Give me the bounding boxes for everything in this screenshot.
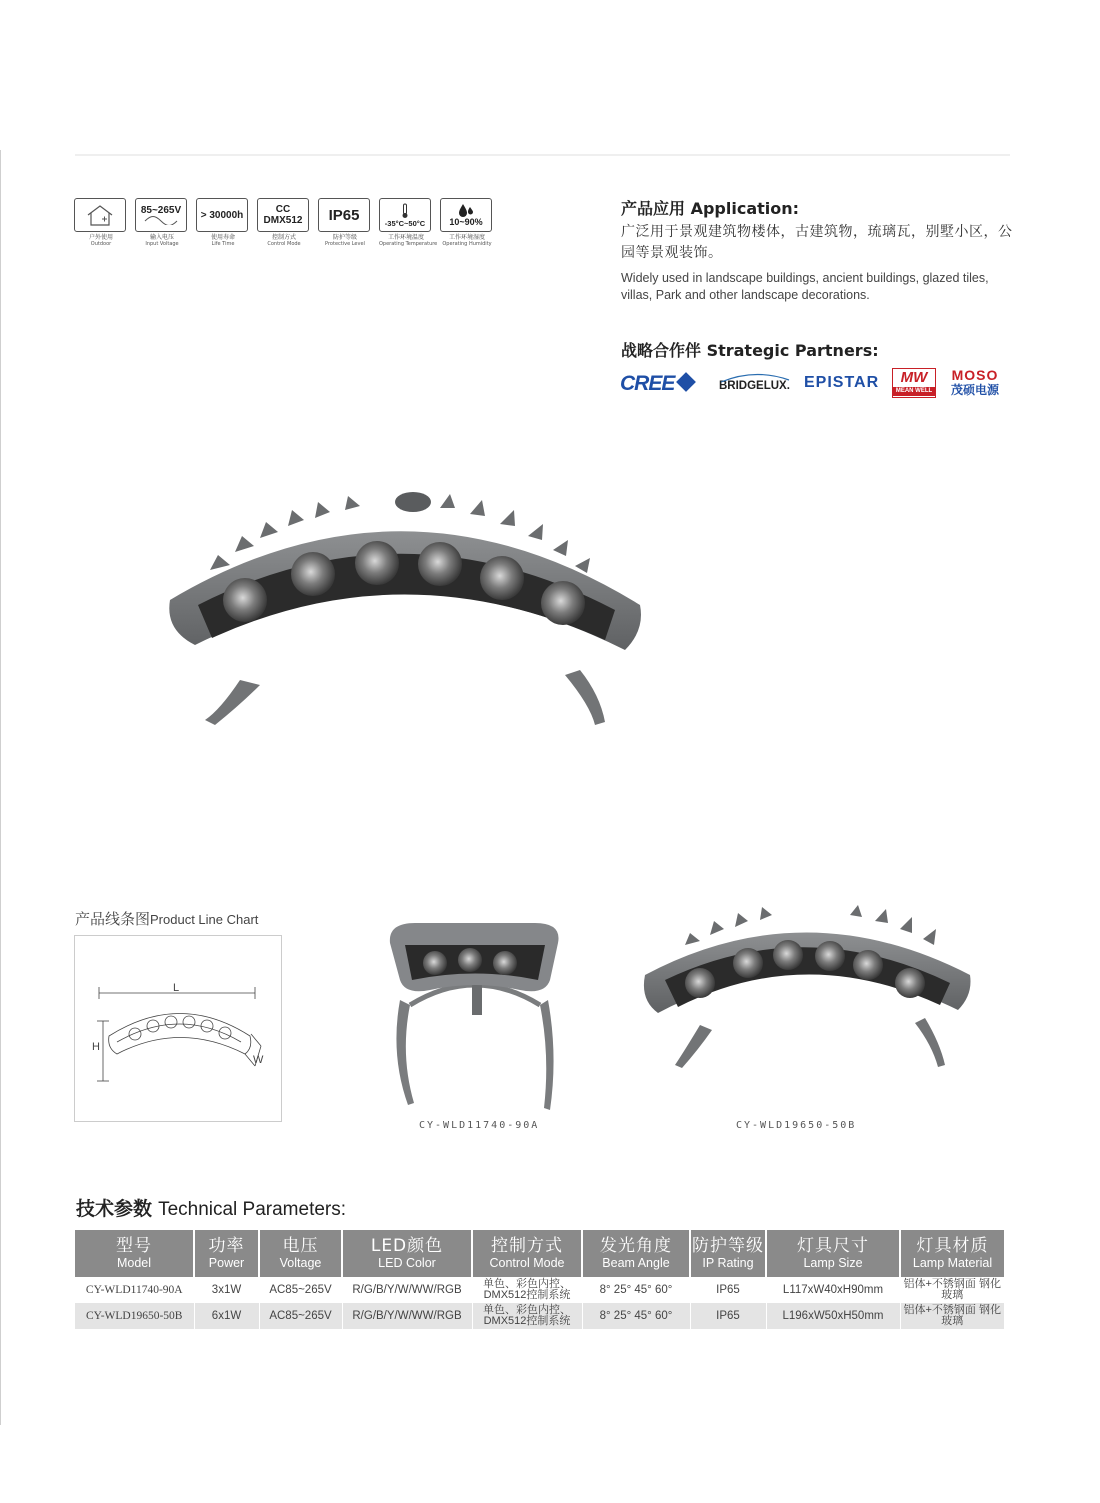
- application-title: 产品应用 Application:: [621, 199, 800, 218]
- cell-lamp-material: 铝体+不锈钢面 钢化玻璃: [900, 1303, 1004, 1329]
- spec-label-en: Control Mode: [267, 241, 301, 247]
- model-caption-2: CY-WLD19650-50B: [736, 1120, 857, 1131]
- spec-voltage-box: [135, 198, 187, 232]
- spec-lifetime-box: [196, 198, 248, 232]
- spec-icons: [74, 198, 494, 247]
- cell-lamp-size: L196xW50xH50mm: [766, 1303, 900, 1329]
- spec-humidity-box: [440, 198, 492, 232]
- spec-label-en: Input Voltage: [145, 241, 179, 247]
- cell-model: CY-WLD11740-90A: [85, 1283, 183, 1296]
- cell-led-color: R/G/B/Y/W/WW/RGB: [342, 1277, 472, 1303]
- cell-beam-angle: 8° 25° 45° 60°: [582, 1303, 690, 1329]
- application-text-cn: 广泛用于景观建筑物楼体，古建筑物，琉璃瓦，别墅小区，公园等景观装饰。: [621, 224, 1013, 261]
- spec-lifetime: [196, 198, 250, 247]
- spec-value: 10~90%: [449, 217, 483, 227]
- spec-label-en: Protective Level: [325, 241, 365, 247]
- col-header: 电压 Voltage: [259, 1230, 342, 1277]
- col-header: 功率 Power: [194, 1230, 259, 1277]
- col-header: 灯具材质 Lamp Material: [900, 1230, 1004, 1277]
- cell-voltage: AC85~265V: [259, 1277, 342, 1303]
- partners-title: 战略合作伴 Strategic Partners:: [621, 341, 879, 360]
- spec-label-cn: 控制方式: [271, 234, 296, 241]
- col-header: 控制方式 Control Mode: [472, 1230, 582, 1277]
- spec-temperature: [379, 198, 438, 247]
- col-header: 型号 Model: [75, 1230, 194, 1277]
- cree-logo: CREE: [620, 372, 693, 396]
- spec-ip-box: [318, 198, 370, 232]
- spec-label-cn: 防护等级: [332, 234, 357, 241]
- spec-label-en: Life Time: [211, 241, 235, 247]
- spec-value: -35°C~50°C: [384, 218, 426, 228]
- dim-label-h: H: [92, 1041, 100, 1053]
- moso-logo: MOSO 茂硕电源: [951, 367, 1000, 397]
- header-divider: [75, 154, 1010, 156]
- cell-beam-angle: 8° 25° 45° 60°: [582, 1277, 690, 1303]
- spec-value: > 30000h: [200, 209, 244, 221]
- spec-control-box: [257, 198, 309, 232]
- dim-label-w: W: [253, 1054, 264, 1066]
- cell-model: CY-WLD19650-50B: [75, 1303, 194, 1329]
- spec-label-en: Operating Temperature: [379, 241, 438, 247]
- meanwell-logo: MW MEAN WELL: [892, 368, 936, 398]
- spec-voltage: [135, 198, 189, 247]
- product-hero-image: [150, 480, 660, 740]
- spec-label-en: Outdoor: [90, 241, 112, 247]
- tp-title-en: Technical Parameters:: [158, 1199, 347, 1220]
- thermometer-icon: [401, 203, 409, 219]
- cell-power: 6x1W: [194, 1303, 259, 1329]
- product-image-6led: [640, 905, 975, 1075]
- model-caption-1: CY-WLD11740-90A: [419, 1120, 540, 1131]
- cell-ip-rating: IP65: [690, 1303, 766, 1329]
- col-header: LED颜色 LED Color: [342, 1230, 472, 1277]
- page-edge-line: [0, 150, 1, 1425]
- spec-outdoor: [74, 198, 128, 247]
- tech-params-table: [75, 1230, 1004, 1329]
- spec-label-cn: 输入电压: [149, 234, 174, 241]
- cell-lamp-size: L117xW40xH90mm: [766, 1277, 900, 1303]
- cell-lamp-material: 铝体+不锈钢面 钢化玻璃: [900, 1277, 1004, 1303]
- tech-params-title: [76, 1194, 346, 1221]
- spec-humidity: [440, 198, 494, 247]
- plc-title-cn: 产品线条图: [75, 910, 151, 928]
- spec-label-cn: 户外使用: [88, 234, 113, 241]
- cell-led-color: R/G/B/Y/W/WW/RGB: [342, 1303, 472, 1329]
- product-image-3led: [380, 905, 570, 1120]
- table-row: [75, 1277, 1004, 1303]
- spec-label-cn: 工作环境湿度: [448, 234, 485, 241]
- col-header: 防护等级 IP Rating: [690, 1230, 766, 1277]
- line-chart-drawing: [74, 935, 282, 1122]
- col-header: 发光角度 Beam Angle: [582, 1230, 690, 1277]
- dim-label-l: L: [173, 982, 180, 994]
- col-header: 灯具尺寸 Lamp Size: [766, 1230, 900, 1277]
- tp-title-cn: 技术参数: [76, 1198, 153, 1220]
- spec-label-cn: 工作环境温度: [387, 234, 424, 241]
- spec-value: 85~265V: [140, 205, 182, 216]
- spec-value: IP65: [328, 206, 360, 224]
- plc-title-en: Product Line Chart: [150, 912, 259, 927]
- application-text-en: Widely used in landscape buildings, ancient buildings, glazed tiles, villas, Park and other landscape decorations.: [621, 271, 989, 302]
- spec-label-en: Operating Humidity: [442, 241, 492, 247]
- epistar-logo: EPISTAR: [804, 374, 880, 391]
- table-header-row: [75, 1230, 1004, 1277]
- cell-voltage: AC85~265V: [259, 1303, 342, 1329]
- partner-logos: [620, 366, 1020, 400]
- house-icon: [74, 198, 126, 232]
- water-drops-icon: [456, 203, 476, 217]
- spec-label-cn: 使用寿命: [210, 234, 235, 241]
- bridgelux-logo: BRIDGELUX.: [719, 380, 790, 392]
- table-row: [75, 1303, 1004, 1329]
- cell-control-mode: 单色、彩色内控、DMX512控制系统: [472, 1303, 582, 1329]
- product-line-chart-title: [75, 908, 258, 929]
- cell-power: 3x1W: [194, 1277, 259, 1303]
- spec-value: CC DMX512: [263, 204, 303, 226]
- spec-temperature-box: [379, 198, 431, 232]
- spec-control: [257, 198, 311, 247]
- spec-ip: [318, 198, 372, 247]
- sine-wave-icon: [143, 216, 179, 225]
- cell-control-mode: 单色、彩色内控、DMX512控制系统: [472, 1277, 582, 1303]
- cell-ip-rating: IP65: [690, 1277, 766, 1303]
